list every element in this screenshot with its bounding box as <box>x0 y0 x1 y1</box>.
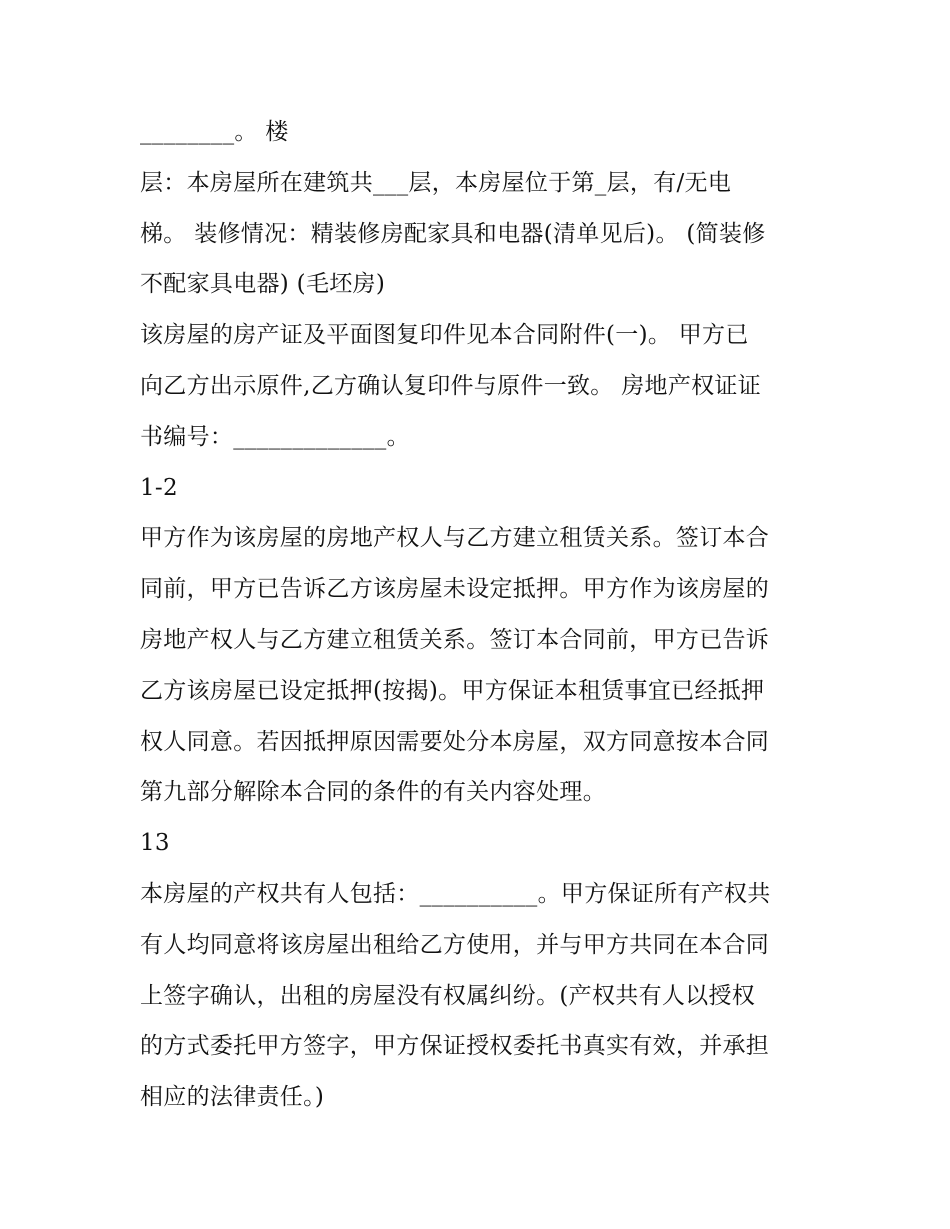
text-line: 该房屋的房产证及平面图复印件见本合同附件(一)。 甲方已 <box>140 322 749 349</box>
text-line: 的方式委托甲方签字，甲方保证授权委托书真实有效，并承担 <box>140 1033 770 1060</box>
text-line: 同前，甲方已告诉乙方该房屋未设定抵押。甲方作为该房屋的 <box>140 576 770 603</box>
section-number: 1-2 <box>140 474 178 501</box>
text-line: 第九部分解除本合同的条件的有关内容处理。 <box>140 779 606 806</box>
text-line: 向乙方出示原件,乙方确认复印件与原件一致。 房地产权证证 <box>140 372 762 399</box>
text-line: 有人均同意将该房屋出租给乙方使用，并与甲方共同在本合同 <box>140 931 770 958</box>
text-line: 梯。 装修情况：精装修房配家具和电器(清单见后)。 (简装修 <box>140 220 766 247</box>
section-number: 13 <box>140 830 170 857</box>
text-line: 不配家具电器) (毛坯房) <box>140 271 386 298</box>
text-line: 上签字确认，出租的房屋没有权属纠纷。(产权共有人以授权 <box>140 982 756 1009</box>
text-line: 甲方作为该房屋的房地产权人与乙方建立租赁关系。签订本合 <box>140 525 770 552</box>
text-line: 书编号：_____________。 <box>140 423 410 450</box>
text-line: 权人同意。若因抵押原因需要处分本房屋，双方同意按本合同 <box>140 728 770 755</box>
text-line: 乙方该房屋已设定抵押(按揭)。甲方保证本租赁事宜已经抵押 <box>140 677 765 704</box>
text-line: ________。 楼 <box>140 119 289 145</box>
document-page <box>140 107 830 1123</box>
text-line: 相应的法律责任。) <box>140 1084 325 1111</box>
text-line: 房地产权人与乙方建立租赁关系。签订本合同前，甲方已告诉 <box>140 626 770 653</box>
text-line: 层：本房屋所在建筑共___层，本房屋位于第_层，有/无电 <box>140 169 732 196</box>
text-line: 本房屋的产权共有人包括：__________。甲方保证所有产权共 <box>140 880 771 907</box>
